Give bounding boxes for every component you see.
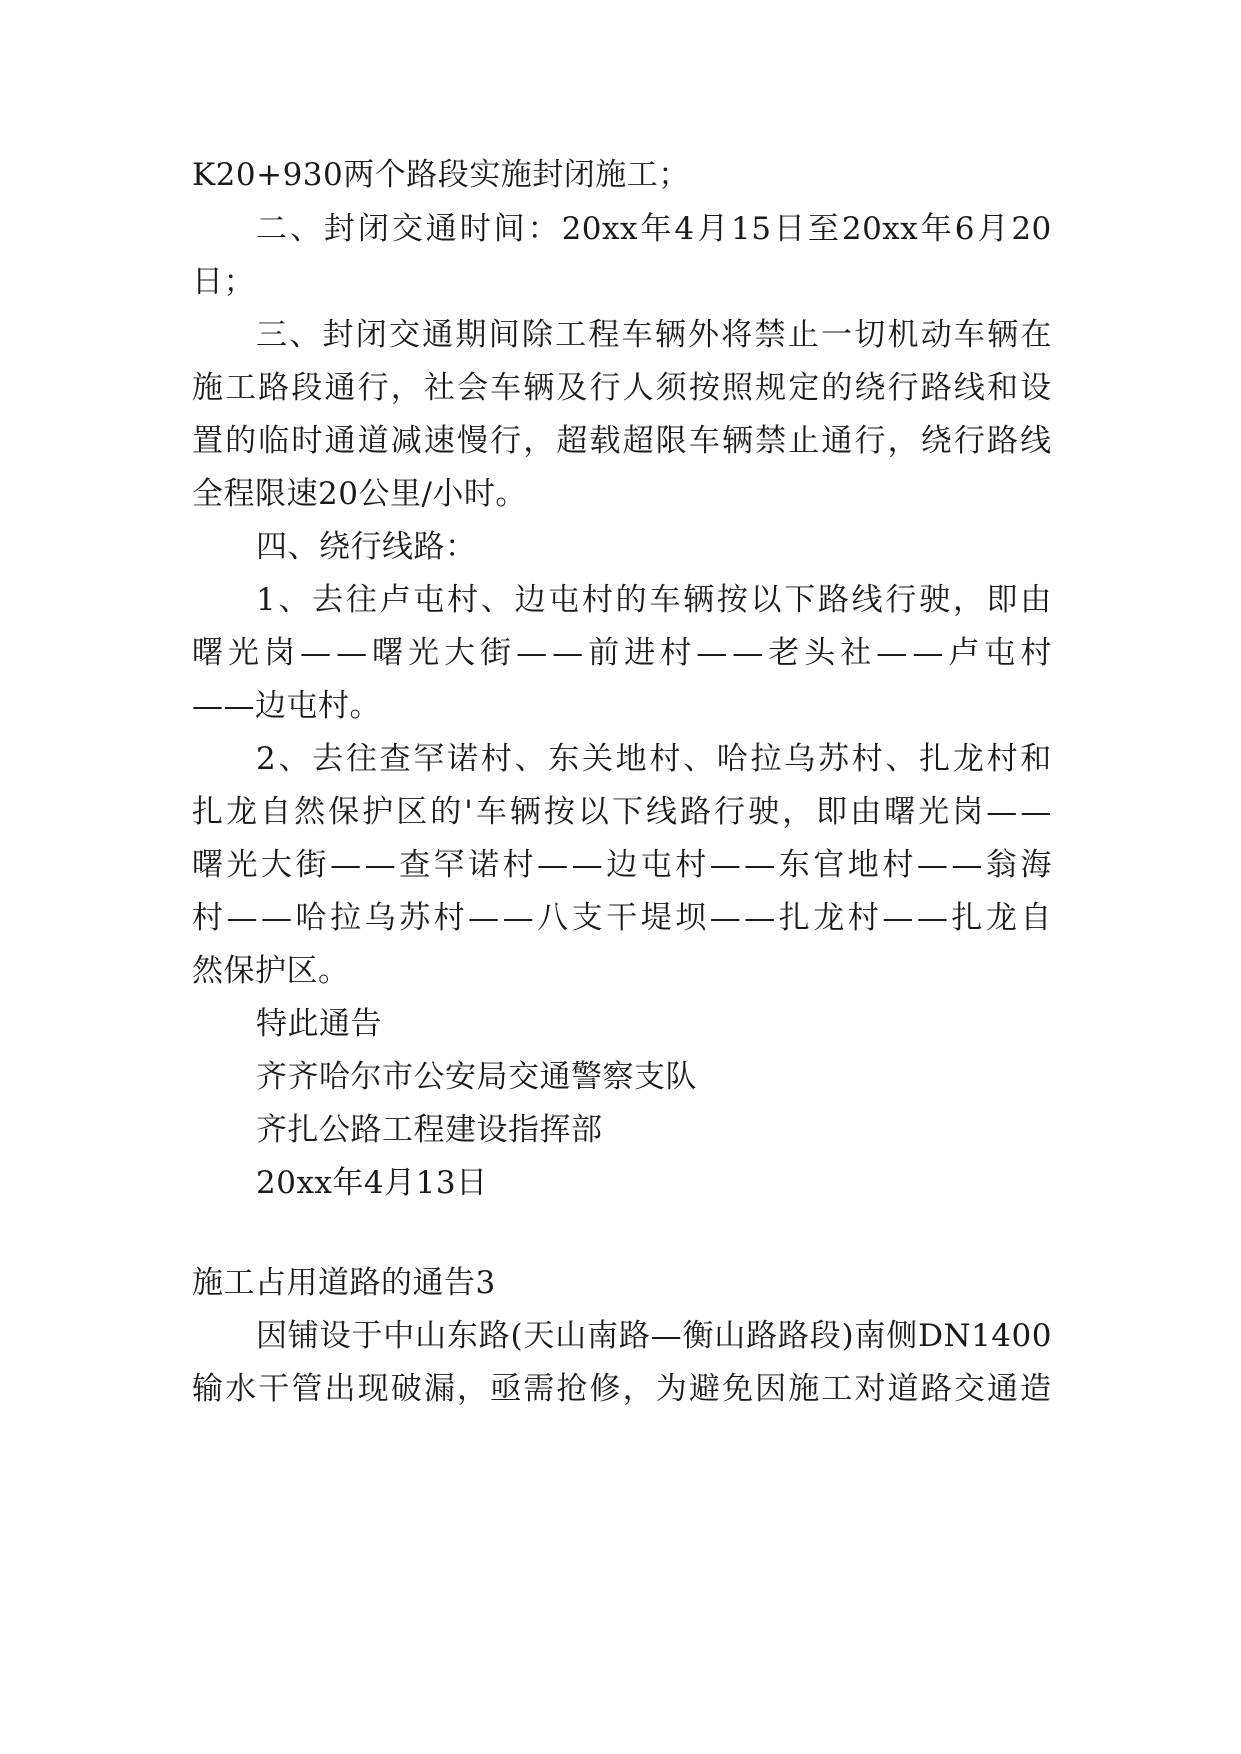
text-line: 二 、 封 闭 交 通 时 间 ： 20xx 年 4 月 15 日 至 20xx 年 6 月 20: [256, 211, 1052, 247]
text-line: 村 — — 哈 拉 乌 苏 村 — — 八 支 干 堤 坝 — — 扎 龙 村 — — 扎 龙 自: [192, 900, 1052, 936]
text-line: K20+930两个路段实施封闭施工；: [192, 157, 690, 193]
text-line: 齐扎公路工程建设指挥部: [256, 1112, 603, 1148]
text-line: 输 水 干 管 出 现 破 漏 ， 亟 需 抢 修 ， 为 避 免 因 施 工 对 道 路 交 通 造: [192, 1371, 1052, 1407]
text-line: 置 的 临 时 通 道 减 速 慢 行 ， 超 载 超 限 车 辆 禁 止 通 行 ， 绕 行 路 线: [192, 423, 1052, 459]
text-line: 因 铺 设 于 中 山 东 路 ( 天 山 南 路 — 衡 山 路 路 段 ) 南 侧 DN1400: [256, 1318, 1052, 1354]
text-line: 曙 光 岗 — — 曙 光 大 街 — — 前 进 村 — — 老 头 社 — — 卢 屯 村: [192, 635, 1052, 671]
text-line: ——边屯村。: [192, 688, 381, 724]
text-line: 然保护区。: [192, 953, 350, 989]
text-line: 扎 龙 自 然 保 护 区 的 ' 车 辆 按 以 下 线 路 行 驶 ， 即 由 曙 光 岗 — —: [192, 794, 1052, 830]
text-line: 特此通告: [256, 1006, 382, 1042]
text-line: 四、绕行线路：: [256, 529, 477, 565]
text-line: 20xx年4月13日: [256, 1165, 488, 1201]
text-line: 1 、 去 往 卢 屯 村 、 边 屯 村 的 车 辆 按 以 下 路 线 行 驶 ， 即 由: [256, 582, 1052, 618]
text-line: 施 工 路 段 通 行 ， 社 会 车 辆 及 行 人 须 按 照 规 定 的 绕 行 路 线 和 设: [192, 370, 1052, 406]
section-title: 施工占用道路的通告3: [192, 1265, 496, 1301]
text-line: 2 、 去 往 查 罕 诺 村 、 东 关 地 村 、 哈 拉 乌 苏 村 、 扎 龙 村 和: [256, 741, 1052, 777]
text-line: 齐齐哈尔市公安局交通警察支队: [256, 1059, 697, 1095]
text-line: 全程限速20公里/小时。: [192, 476, 527, 512]
text-line: 三 、 封 闭 交 通 期 间 除 工 程 车 辆 外 将 禁 止 一 切 机 动 车 辆 在: [256, 317, 1052, 353]
text-line: 日；: [192, 264, 255, 300]
text-line: 曙 光 大 街 — — 查 罕 诺 村 — — 边 屯 村 — — 东 官 地 村 — — 翁 海: [192, 847, 1052, 883]
